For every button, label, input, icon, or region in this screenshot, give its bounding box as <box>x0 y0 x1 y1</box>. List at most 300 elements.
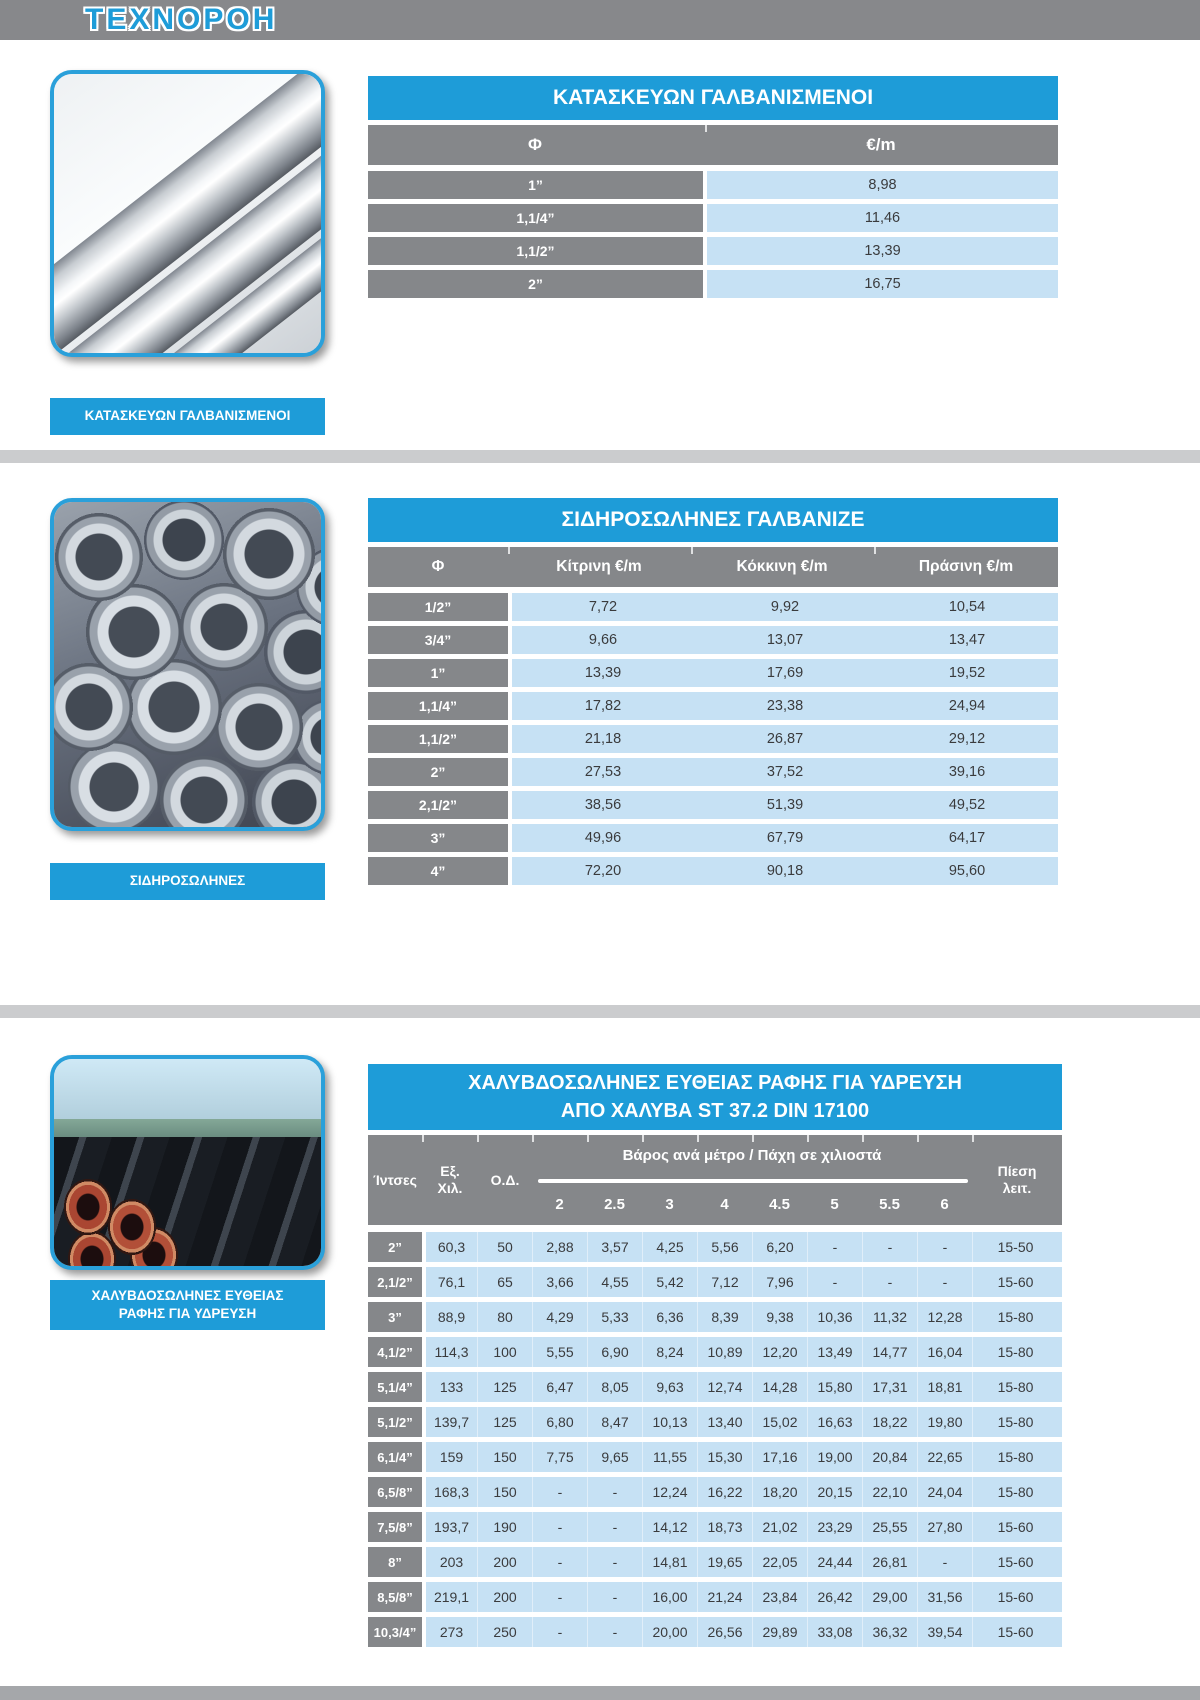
weight-cell: 25,55 <box>862 1512 917 1542</box>
table-row <box>368 171 1058 199</box>
pipe-size-cell: 10,3/4” <box>368 1617 422 1647</box>
thickness-subheader <box>532 1189 972 1221</box>
weight-cell: 36,32 <box>862 1617 917 1647</box>
row-values <box>426 1302 1062 1332</box>
weight-cell: 12,20 <box>752 1337 807 1367</box>
thickness-header-cell: 6 <box>940 1196 949 1213</box>
pressure-cell: 15-80 <box>972 1337 1058 1367</box>
table-row <box>368 857 1058 885</box>
weight-cell: 19,00 <box>807 1442 862 1472</box>
weight-cell: - <box>532 1617 587 1647</box>
row-values <box>426 1267 1062 1297</box>
weight-cell: - <box>587 1512 642 1542</box>
table-title <box>368 1064 1062 1130</box>
column-header-green: Πράσινη €/m <box>918 558 1014 575</box>
ext-mm-cell: 88,9 <box>437 1309 466 1325</box>
header-tick <box>705 125 707 132</box>
section-divider <box>0 450 1200 463</box>
weight-cell: - <box>532 1477 587 1507</box>
price-cell: 8,98 <box>707 171 1058 199</box>
pipe-size-cell: 1,1/4” <box>368 204 703 232</box>
table-row <box>368 1232 1062 1262</box>
weight-cell: 13,49 <box>807 1337 862 1367</box>
weight-cell: - <box>587 1547 642 1577</box>
weight-cell: 10,13 <box>642 1407 697 1437</box>
red-pipe-ends <box>54 1059 321 1266</box>
ext-mm-cell: 159 <box>439 1449 464 1465</box>
title-line-2: ΑΠΟ ΧΑΛΥΒΑ ST 37.2 DIN 17100 <box>560 1100 870 1122</box>
price-cells <box>512 692 1058 720</box>
table-row <box>368 1547 1062 1577</box>
od-cell: 65 <box>477 1267 532 1297</box>
weight-cell: 6,90 <box>587 1337 642 1367</box>
ext-mm-cell: 60,3 <box>437 1239 466 1255</box>
table-header-row <box>368 1135 1062 1225</box>
weight-cell: 15,30 <box>697 1442 752 1472</box>
photo-caption-iron-pipes <box>50 863 325 900</box>
thickness-header-cell: 3 <box>665 1196 674 1213</box>
row-values <box>426 1617 1062 1647</box>
price-cells <box>512 857 1058 885</box>
pressure-cell: 15-80 <box>972 1442 1058 1472</box>
title-line-1: ΧΑΛΥΒΔΟΣΩΛΗΝΕΣ ΕΥΘΕΙΑΣ ΡΑΦΗΣ ΓΙΑ ΥΔΡΕΥΣΗ <box>468 1072 962 1094</box>
weight-cell: - <box>807 1267 862 1297</box>
weight-cell: - <box>532 1582 587 1612</box>
thickness-header-cell: 4.5 <box>769 1196 790 1213</box>
price-cell: 11,46 <box>707 204 1058 232</box>
weight-span-underline <box>538 1179 968 1183</box>
od-cell: 150 <box>477 1477 532 1507</box>
pressure-cell: 15-50 <box>972 1232 1058 1262</box>
bottom-banner <box>0 1686 1200 1700</box>
weight-cell: 24,04 <box>917 1477 972 1507</box>
price-cells <box>512 725 1058 753</box>
pipe-size-cell: 3” <box>368 824 508 852</box>
weight-cell: 6,47 <box>532 1372 587 1402</box>
header-tick <box>422 1135 424 1142</box>
price-cells <box>512 758 1058 786</box>
price-green-cell: 29,12 <box>948 731 986 747</box>
weight-cell: 6,36 <box>642 1302 697 1332</box>
table-header-row <box>368 125 1058 165</box>
weight-cell: 7,96 <box>752 1267 807 1297</box>
weight-cell: 14,12 <box>642 1512 697 1542</box>
weight-cell: 19,80 <box>917 1407 972 1437</box>
weight-cell: - <box>862 1232 917 1262</box>
price-red-cell: 23,38 <box>766 698 804 714</box>
weight-cell: - <box>917 1267 972 1297</box>
weight-cell: - <box>587 1617 642 1647</box>
weight-cell: - <box>862 1267 917 1297</box>
pipe-size-cell: 6,1/4” <box>368 1442 422 1472</box>
table-body <box>368 593 1058 885</box>
row-values <box>426 1232 1062 1262</box>
row-values <box>426 1547 1062 1577</box>
weight-cell: 5,55 <box>532 1337 587 1367</box>
od-cell: 250 <box>477 1617 532 1647</box>
column-header-red: Κόκκινη €/m <box>736 558 828 575</box>
weight-cell: 26,81 <box>862 1547 917 1577</box>
weight-cell: 31,56 <box>917 1582 972 1612</box>
table-row <box>368 1512 1062 1542</box>
price-yellow-cell: 7,72 <box>588 599 618 615</box>
header-tick <box>917 1135 919 1142</box>
price-cells <box>512 659 1058 687</box>
photo-caption-steel-pipes <box>50 1280 325 1330</box>
weight-cell: 9,65 <box>587 1442 642 1472</box>
weight-cell: 21,24 <box>697 1582 752 1612</box>
weight-cell: 9,63 <box>642 1372 697 1402</box>
weight-cell: 29,00 <box>862 1582 917 1612</box>
pressure-cell: 15-60 <box>972 1267 1058 1297</box>
weight-cell: 23,84 <box>752 1582 807 1612</box>
price-yellow-cell: 17,82 <box>584 698 622 714</box>
weight-cell: 14,81 <box>642 1547 697 1577</box>
weight-cell: 18,20 <box>752 1477 807 1507</box>
weight-cell: 22,05 <box>752 1547 807 1577</box>
weight-cell: 12,24 <box>642 1477 697 1507</box>
ext-mm-cell: 168,3 <box>433 1484 470 1500</box>
column-header-od: Ο.Δ. <box>490 1171 520 1188</box>
header-tick <box>532 1135 534 1142</box>
price-cells <box>512 824 1058 852</box>
pipes-illustration <box>54 502 321 827</box>
price-yellow-cell: 72,20 <box>584 863 622 879</box>
table-steel-water-pipes <box>368 1064 1062 1652</box>
price-red-cell: 37,52 <box>766 764 804 780</box>
table-galvanized-iron-pipes <box>368 498 1058 890</box>
weight-cell: 39,54 <box>917 1617 972 1647</box>
thickness-header-cell: 5 <box>830 1196 839 1213</box>
weight-cell: 20,15 <box>807 1477 862 1507</box>
price-red-cell: 13,07 <box>766 632 804 648</box>
weight-cell: 13,40 <box>697 1407 752 1437</box>
galvanized-tubes-photo <box>50 70 325 357</box>
weight-cell: 16,22 <box>697 1477 752 1507</box>
header-ext-line1: Εξ. <box>440 1163 460 1180</box>
weight-cell: 8,24 <box>642 1337 697 1367</box>
weight-cell: 12,28 <box>917 1302 972 1332</box>
pipe-size-cell: 2” <box>368 1232 422 1262</box>
table-row <box>368 593 1058 621</box>
weight-cell: 22,10 <box>862 1477 917 1507</box>
price-red-cell: 90,18 <box>766 863 804 879</box>
weight-cell: 3,66 <box>532 1267 587 1297</box>
table-row <box>368 1302 1062 1332</box>
row-values <box>426 1442 1062 1472</box>
photo-caption-galvanized <box>50 398 325 435</box>
pipe-size-cell: 7,5/8” <box>368 1512 422 1542</box>
weight-cell: 8,05 <box>587 1372 642 1402</box>
od-cell: 125 <box>477 1372 532 1402</box>
table-row <box>368 692 1058 720</box>
column-header-ext-mm <box>438 1135 463 1225</box>
weight-cell: 27,80 <box>917 1512 972 1542</box>
column-header-yellow: Κίτρινη €/m <box>556 558 642 575</box>
weight-cell: 3,57 <box>587 1232 642 1262</box>
table-row <box>368 1407 1062 1437</box>
ext-mm-cell: 133 <box>439 1379 464 1395</box>
price-green-cell: 95,60 <box>948 863 986 879</box>
row-values <box>426 1337 1062 1367</box>
price-red-cell: 26,87 <box>766 731 804 747</box>
table-title: ΚΑΤΑΣΚΕΥΩΝ ΓΑΛΒΑΝΙΣΜΕΝΟΙ <box>368 76 1058 120</box>
price-cells <box>512 626 1058 654</box>
column-header-inches: Ίντσες <box>373 1171 417 1188</box>
header-ext-line2: Χιλ. <box>437 1180 463 1196</box>
price-yellow-cell: 9,66 <box>588 632 618 648</box>
table-body <box>368 1232 1062 1647</box>
pipe-size-cell: 8,5/8” <box>368 1582 422 1612</box>
pressure-cell: 15-80 <box>972 1302 1058 1332</box>
thickness-header-cell: 5.5 <box>879 1196 900 1213</box>
weight-cell: 19,65 <box>697 1547 752 1577</box>
header-pressure-line1: Πίεση <box>997 1163 1037 1180</box>
pipe-size-cell: 1” <box>368 659 508 687</box>
weight-cell: 23,29 <box>807 1512 862 1542</box>
pipe-size-cell: 1/2” <box>368 593 508 621</box>
column-header-diameter: Φ <box>431 558 445 575</box>
row-values <box>426 1372 1062 1402</box>
pressure-cell: 15-80 <box>972 1372 1058 1402</box>
company-logo: ΤΕΧΝΟΡΟΗ <box>85 3 278 36</box>
weight-cell: 4,29 <box>532 1302 587 1332</box>
weight-cell: 5,33 <box>587 1302 642 1332</box>
table-row <box>368 1267 1062 1297</box>
od-cell: 80 <box>477 1302 532 1332</box>
table-row <box>368 204 1058 232</box>
price-green-cell: 19,52 <box>948 665 986 681</box>
od-cell: 190 <box>477 1512 532 1542</box>
weight-cell: 4,25 <box>642 1232 697 1262</box>
pressure-cell: 15-80 <box>972 1477 1058 1507</box>
price-cell: 13,39 <box>707 237 1058 265</box>
top-banner <box>0 0 1200 40</box>
pressure-cell: 15-60 <box>972 1582 1058 1612</box>
section-divider <box>0 1005 1200 1018</box>
table-row <box>368 1372 1062 1402</box>
price-green-cell: 10,54 <box>948 599 986 615</box>
table-title: ΣΙΔΗΡΟΣΩΛΗΝΕΣ ΓΑΛΒΑΝΙΖΕ <box>368 498 1058 542</box>
price-cell: 16,75 <box>707 270 1058 298</box>
weight-cell: - <box>532 1512 587 1542</box>
weight-cell: 12,74 <box>697 1372 752 1402</box>
table-row <box>368 626 1058 654</box>
pipe-size-cell: 2,1/2” <box>368 1267 422 1297</box>
header-tick <box>972 1135 974 1142</box>
table-row <box>368 659 1058 687</box>
pipe-size-cell: 6,5/8” <box>368 1477 422 1507</box>
weight-cell: 29,89 <box>752 1617 807 1647</box>
header-tick <box>587 1135 589 1142</box>
ext-mm-cell: 139,7 <box>433 1414 470 1430</box>
ext-mm-cell: 114,3 <box>434 1344 469 1360</box>
table-row <box>368 237 1058 265</box>
weight-cell: 15,02 <box>752 1407 807 1437</box>
table-row <box>368 758 1058 786</box>
weight-cell: - <box>917 1232 972 1262</box>
table-row <box>368 1442 1062 1472</box>
weight-cell: 18,81 <box>917 1372 972 1402</box>
ext-mm-cell: 273 <box>439 1624 464 1640</box>
pressure-cell: 15-60 <box>972 1512 1058 1542</box>
header-tick <box>807 1135 809 1142</box>
weight-cell: 14,77 <box>862 1337 917 1367</box>
price-green-cell: 39,16 <box>948 764 986 780</box>
weight-cell: 14,28 <box>752 1372 807 1402</box>
pipe-size-cell: 5,1/2” <box>368 1407 422 1437</box>
pressure-cell: 15-60 <box>972 1547 1058 1577</box>
weight-span-header: Βάρος ανά μέτρο / Πάχη σε χιλιοστά <box>622 1147 882 1164</box>
weight-cell: 16,00 <box>642 1582 697 1612</box>
weight-cell: - <box>587 1477 642 1507</box>
table-body <box>368 171 1058 298</box>
price-green-cell: 24,94 <box>948 698 986 714</box>
thickness-header-cell: 2 <box>555 1196 564 1213</box>
weight-cell: 26,42 <box>807 1582 862 1612</box>
price-cells <box>512 791 1058 819</box>
thickness-header-cell: 2.5 <box>604 1196 625 1213</box>
weight-cell: 10,89 <box>697 1337 752 1367</box>
price-green-cell: 64,17 <box>948 830 986 846</box>
weight-cell: 21,02 <box>752 1512 807 1542</box>
price-red-cell: 67,79 <box>766 830 804 846</box>
weight-cell: - <box>807 1232 862 1262</box>
weight-cell: 16,04 <box>917 1337 972 1367</box>
weight-cell: 20,84 <box>862 1442 917 1472</box>
weight-cell: 5,42 <box>642 1267 697 1297</box>
weight-cell: 9,38 <box>752 1302 807 1332</box>
weight-cell: 16,63 <box>807 1407 862 1437</box>
weight-cell: 20,00 <box>642 1617 697 1647</box>
price-yellow-cell: 13,39 <box>584 665 622 681</box>
weight-cell: 15,80 <box>807 1372 862 1402</box>
thickness-header-cell: 4 <box>720 1196 729 1213</box>
price-red-cell: 51,39 <box>766 797 804 813</box>
pipe-size-cell: 1,1/4” <box>368 692 508 720</box>
pipe-size-cell: 4,1/2” <box>368 1337 422 1367</box>
weight-cell: 11,55 <box>642 1442 697 1472</box>
weight-cell: 6,20 <box>752 1232 807 1262</box>
price-cells <box>512 593 1058 621</box>
header-tick <box>874 547 876 554</box>
steel-water-pipes-photo <box>50 1055 325 1270</box>
caption-line-1: ΧΑΛΥΒΔΟΣΩΛΗΝΕΣ ΕΥΘΕΙΑΣ <box>91 1287 284 1303</box>
table-galvanized-constructions <box>368 76 1058 303</box>
column-header-price: €/m <box>866 135 896 154</box>
weight-cell: 33,08 <box>807 1617 862 1647</box>
od-cell: 200 <box>477 1547 532 1577</box>
table-row <box>368 791 1058 819</box>
weight-cell: - <box>917 1547 972 1577</box>
table-row <box>368 1477 1062 1507</box>
row-values <box>426 1512 1062 1542</box>
weight-cell: 6,80 <box>532 1407 587 1437</box>
table-row <box>368 1617 1062 1647</box>
od-cell: 125 <box>477 1407 532 1437</box>
pipe-size-cell: 4” <box>368 857 508 885</box>
weight-cell: 5,56 <box>697 1232 752 1262</box>
header-tick <box>691 547 693 554</box>
price-red-cell: 9,92 <box>770 599 800 615</box>
price-yellow-cell: 38,56 <box>584 797 622 813</box>
ext-mm-cell: 76,1 <box>437 1274 466 1290</box>
header-tick <box>862 1135 864 1142</box>
row-values <box>426 1582 1062 1612</box>
pipe-size-cell: 1” <box>368 171 703 199</box>
weight-cell: 8,47 <box>587 1407 642 1437</box>
weight-cell: 4,55 <box>587 1267 642 1297</box>
caption-text: ΚΑΤΑΣΚΕΥΩΝ ΓΑΛΒΑΝΙΣΜΕΝΟΙ <box>84 408 291 424</box>
column-header-diameter: Φ <box>528 135 542 154</box>
header-pressure-line2: λειτ. <box>1002 1180 1032 1196</box>
weight-cell: 17,16 <box>752 1442 807 1472</box>
pipe-size-cell: 2” <box>368 270 703 298</box>
ext-mm-cell: 203 <box>439 1554 464 1570</box>
pressure-cell: 15-80 <box>972 1407 1058 1437</box>
pipe-size-cell: 1,1/2” <box>368 237 703 265</box>
price-green-cell: 13,47 <box>948 632 986 648</box>
header-tick <box>477 1135 479 1142</box>
weight-cell: 7,12 <box>697 1267 752 1297</box>
pipe-size-cell: 8” <box>368 1547 422 1577</box>
weight-cell: 18,22 <box>862 1407 917 1437</box>
header-tick <box>508 547 510 554</box>
weight-cell: 18,73 <box>697 1512 752 1542</box>
price-yellow-cell: 27,53 <box>584 764 622 780</box>
weight-cell: 8,39 <box>697 1302 752 1332</box>
od-cell: 50 <box>477 1232 532 1262</box>
table-row <box>368 1582 1062 1612</box>
weight-cell: 26,56 <box>697 1617 752 1647</box>
caption-text: ΣΙΔΗΡΟΣΩΛΗΝΕΣ <box>129 873 246 889</box>
caption-line-2: ΡΑΦΗΣ ΓΙΑ ΥΔΡΕΥΣΗ <box>118 1306 257 1321</box>
weight-cell: - <box>532 1547 587 1577</box>
weight-cell: 2,88 <box>532 1232 587 1262</box>
weight-cell: 22,65 <box>917 1442 972 1472</box>
weight-cell: 17,31 <box>862 1372 917 1402</box>
price-yellow-cell: 49,96 <box>584 830 622 846</box>
price-yellow-cell: 21,18 <box>584 731 622 747</box>
table-row <box>368 1337 1062 1367</box>
table-header-row <box>368 547 1058 587</box>
table-row <box>368 270 1058 298</box>
table-row <box>368 824 1058 852</box>
ext-mm-cell: 219,1 <box>433 1589 470 1605</box>
pipe-size-cell: 3/4” <box>368 626 508 654</box>
price-red-cell: 17,69 <box>766 665 804 681</box>
header-tick <box>697 1135 699 1142</box>
row-values <box>426 1407 1062 1437</box>
weight-cell: - <box>587 1582 642 1612</box>
od-cell: 150 <box>477 1442 532 1472</box>
iron-pipes-bundle-photo <box>50 498 325 831</box>
pipe-size-cell: 3” <box>368 1302 422 1332</box>
header-tick <box>642 1135 644 1142</box>
table-row <box>368 725 1058 753</box>
pressure-cell: 15-60 <box>972 1617 1058 1647</box>
pipe-size-cell: 2” <box>368 758 508 786</box>
weight-cell: 11,32 <box>862 1302 917 1332</box>
pipe-size-cell: 5,1/4” <box>368 1372 422 1402</box>
od-cell: 100 <box>477 1337 532 1367</box>
weight-cell: 7,75 <box>532 1442 587 1472</box>
price-green-cell: 49,52 <box>948 797 986 813</box>
weight-cell: 24,44 <box>807 1547 862 1577</box>
row-values <box>426 1477 1062 1507</box>
od-cell: 200 <box>477 1582 532 1612</box>
pipe-size-cell: 1,1/2” <box>368 725 508 753</box>
